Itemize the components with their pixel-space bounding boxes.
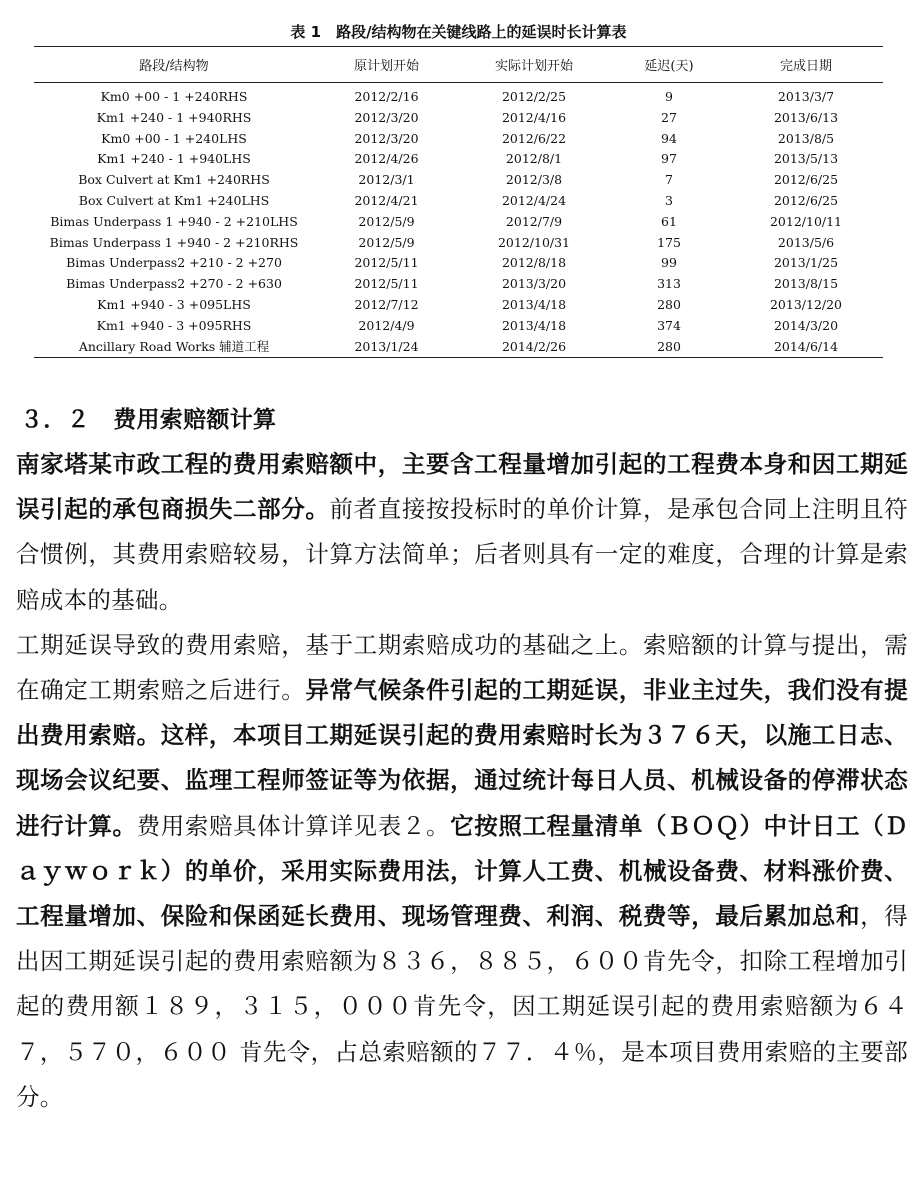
cell-delay-days: 9 (665, 89, 673, 104)
cell-completion-date: 2013/6/13 (773, 109, 839, 125)
table-row (34, 170, 883, 191)
header-segment: 路段/结构物 (34, 47, 314, 83)
cell-actual-start: 2013/4/18 (501, 296, 567, 312)
cell-segment: Km0 +00 - 1 +240RHS (100, 89, 248, 104)
cell-delay-days: 374 (657, 317, 681, 333)
header-planned-start: 原计划开始 (314, 47, 459, 83)
header-delay-days: 延迟(天) (609, 47, 729, 83)
cell-delay-days: 175 (657, 234, 681, 250)
text-run: 工期延误导致的费用索赔，基于工期索赔成功的基础之上。索赔额的计算与提出，需在确定工期索赔之后进行。 (16, 630, 908, 705)
cell-segment: Km1 +940 - 3 +095RHS (96, 317, 252, 333)
cell-delay-days: 313 (657, 276, 681, 292)
cell-completion-date: 2012/6/25 (773, 172, 839, 188)
cell-actual-start: 2012/2/25 (501, 89, 567, 104)
cell-planned-start: 2012/4/9 (358, 317, 415, 333)
cell-segment: Bimas Underpass 1 +940 - 2 +210LHS (50, 213, 298, 229)
table-row (34, 108, 883, 129)
cell-completion-date: 2013/8/5 (777, 130, 835, 146)
cell-delay-days: 27 (661, 109, 677, 125)
cell-actual-start: 2012/10/31 (497, 234, 571, 250)
table-caption: 表 1 路段/结构物在关键线路上的延误时长计算表 (290, 23, 627, 41)
bold-text-run: 它按照工程量清单（ＢＯＱ）中计日工（Ｄａｙｗｏｒｋ）的单价，采用实际费用法，计算人工费、机械设备费、材料涨价费、工程量增加、保险和保函延长费用、现场管理费、利润、税费等，最后累加总和 (16, 811, 909, 931)
table-body (34, 83, 883, 358)
cell-planned-start: 2012/4/21 (354, 192, 419, 208)
table-row (34, 129, 883, 150)
article-text (16, 398, 908, 1120)
cell-segment: Bimas Underpass2 +210 - 2 +270 (66, 255, 282, 271)
table-row (34, 212, 883, 233)
table-row (34, 233, 883, 254)
cell-delay-days: 280 (657, 296, 681, 312)
table-row (34, 83, 883, 108)
cell-delay-days: 97 (661, 151, 677, 167)
header-completion-date: 完成日期 (729, 47, 883, 83)
cell-planned-start: 2012/5/11 (354, 255, 419, 271)
table-row (34, 295, 883, 316)
cell-delay-days: 7 (665, 172, 673, 188)
cell-planned-start: 2012/3/20 (354, 109, 419, 125)
text-run: 前者直接按投标时的单价计算，是承包合同上注明且符合惯例，其费用索赔较易，计算方法简单；后者则具有一定的难度，合理的计算是索赔成本的基础。 (16, 495, 908, 614)
cell-planned-start: 2012/7/12 (354, 296, 419, 312)
cell-segment: Bimas Underpass2 +270 - 2 +630 (66, 276, 282, 292)
table-row (34, 253, 883, 274)
cell-segment: Box Culvert at Km1 +240RHS (78, 172, 270, 188)
cell-actual-start: 2012/4/24 (501, 192, 567, 208)
cell-completion-date: 2012/6/25 (773, 192, 839, 208)
cell-planned-start: 2012/5/11 (354, 276, 419, 292)
cell-actual-start: 2012/8/1 (505, 151, 563, 167)
bold-text-run: 异常气候条件引起的工期延误，非业主过失，我们没有提出费用索赔。这样，本项目工期延误引起的费用索赔时长为３７６天，以施工日志、现场会议纪要、监理工程师签证等为依据，通过统计每日人员、机械设备的停滞状态进行计算。 (16, 676, 908, 840)
cell-actual-start: 2014/2/26 (459, 337, 609, 358)
cell-segment: Km1 +240 - 1 +940LHS (97, 151, 251, 167)
cell-actual-start: 2012/8/18 (501, 255, 567, 271)
cell-completion-date: 2013/12/20 (769, 296, 843, 312)
cell-completion-date: 2014/6/14 (729, 337, 883, 358)
cell-planned-start: 2012/3/20 (354, 130, 419, 146)
cell-completion-date: 2014/3/20 (773, 317, 839, 333)
cell-actual-start: 2013/4/18 (501, 317, 567, 333)
cell-completion-date: 2012/10/11 (769, 213, 843, 229)
cell-delay-days: 3 (665, 192, 673, 208)
cell-actual-start: 2012/4/16 (501, 109, 567, 125)
cell-segment: Ancillary Road Works 辅道工程 (34, 337, 314, 358)
cell-segment: Bimas Underpass 1 +940 - 2 +210RHS (49, 234, 299, 250)
table-row (34, 149, 883, 170)
table-row (34, 191, 883, 212)
table-header (34, 47, 883, 83)
delay-table (34, 46, 883, 358)
bold-text-run: 南家塔某市政工程的费用索赔额中，主要含工程量增加引起的工程费本身和因工期延误引起的承包商损失二部分。 (16, 450, 908, 524)
cell-segment: Km1 +240 - 1 +940RHS (96, 109, 252, 125)
table-row (34, 274, 883, 295)
cell-completion-date: 2013/1/25 (773, 255, 839, 271)
cell-planned-start: 2013/1/24 (314, 337, 459, 358)
cell-delay-days: 280 (609, 337, 729, 358)
cell-planned-start: 2012/5/9 (358, 213, 415, 229)
cell-planned-start: 2012/4/26 (354, 151, 419, 167)
cell-planned-start: 2012/3/1 (358, 172, 415, 188)
paragraph-1 (16, 442, 908, 623)
header-actual-start: 实际计划开始 (459, 47, 609, 83)
section-heading: ３．２ 费用索赔额计算 (20, 407, 277, 433)
paragraph-2 (16, 623, 908, 1120)
table-header-row (34, 47, 883, 83)
cell-completion-date: 2013/5/6 (777, 234, 835, 250)
cell-segment: Km1 +940 - 3 +095LHS (97, 296, 251, 312)
text-run: 费用索赔具体计算详见表２。 (136, 811, 451, 840)
cell-actual-start: 2013/3/20 (501, 276, 567, 292)
cell-delay-days: 61 (661, 213, 677, 229)
cell-actual-start: 2012/7/9 (505, 213, 563, 229)
cell-completion-date: 2013/3/7 (777, 89, 835, 104)
cell-delay-days: 94 (661, 130, 677, 146)
cell-actual-start: 2012/3/8 (505, 172, 563, 188)
table-row (34, 337, 883, 358)
cell-segment: Km0 +00 - 1 +240LHS (101, 130, 247, 146)
table-row (34, 316, 883, 337)
cell-completion-date: 2013/8/15 (773, 276, 839, 292)
cell-completion-date: 2013/5/13 (773, 151, 839, 167)
text-run: ，得出因工期延误引起的费用索赔额为８３６，８８５，６００肯先令，扣除工程增加引起的费用额１８９，３１５，０００肯先令，因工期延误引起的费用索赔额为６４７，５７０，６００ 肯先令，占总索赔额的７７．４％，是本项目费用索赔的主要部分。 (16, 902, 908, 1111)
cell-planned-start: 2012/5/9 (358, 234, 415, 250)
delay-table-block (34, 18, 883, 358)
cell-delay-days: 99 (661, 255, 677, 271)
cell-segment: Box Culvert at Km1 +240LHS (78, 192, 270, 208)
cell-planned-start: 2012/2/16 (354, 89, 419, 104)
cell-actual-start: 2012/6/22 (501, 130, 567, 146)
